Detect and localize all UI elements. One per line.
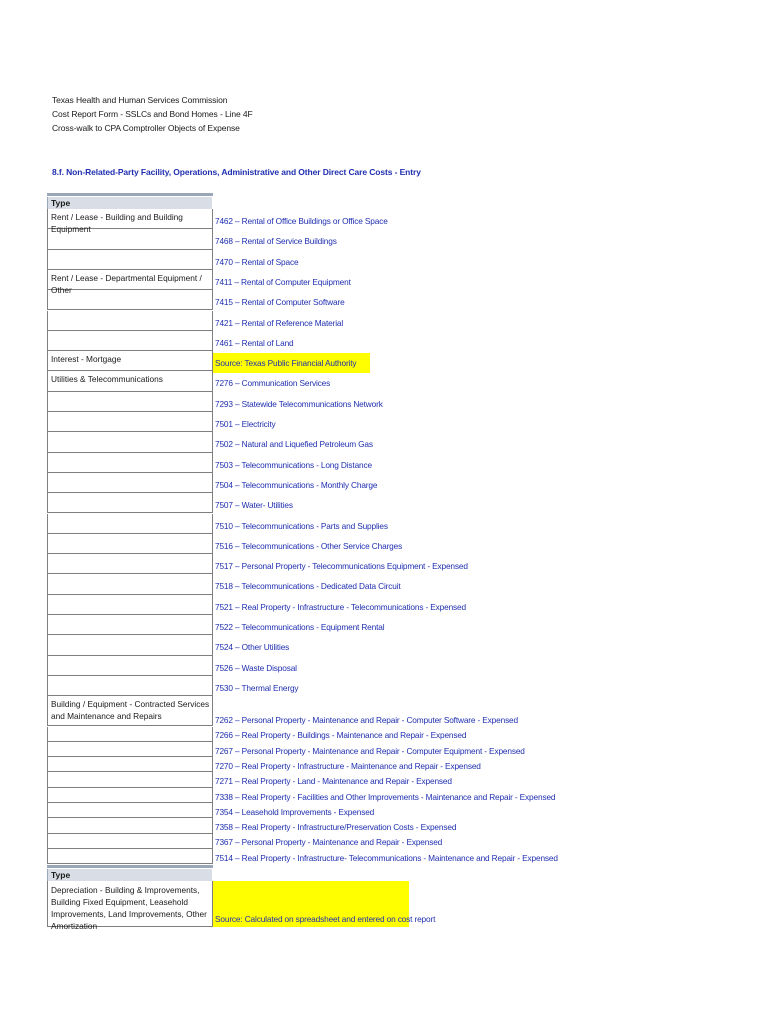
expense-object-entry: 7507 – Water- Utilities bbox=[215, 500, 293, 511]
expense-object-entry: 7518 – Telecommunications - Dedicated Data Circuit bbox=[215, 581, 401, 592]
type-row bbox=[47, 453, 213, 473]
maintenance-object-entry: 7266 – Real Property - Buildings - Maintenance and Repair - Expensed bbox=[215, 730, 467, 741]
type-row: Utilities & Telecommunications bbox=[47, 371, 213, 391]
depreciation-source: Source: Calculated on spreadsheet and entered on cost report bbox=[215, 914, 436, 924]
type-row bbox=[47, 331, 213, 351]
type-row bbox=[47, 392, 213, 412]
expense-object-entry: 7276 – Communication Services bbox=[215, 378, 331, 389]
expense-object-entry: 7293 – Statewide Telecommunications Network bbox=[215, 398, 383, 409]
type-row-empty bbox=[47, 772, 213, 787]
expense-object-entry: 7462 – Rental of Office Buildings or Office Space bbox=[215, 216, 388, 226]
type-row bbox=[47, 473, 213, 493]
type-row bbox=[47, 311, 213, 331]
maintenance-object-entry: 7338 – Real Property - Facilities and Other Improvements - Maintenance and Repair - Expensed bbox=[215, 791, 556, 802]
expense-object-entry: 7501 – Electricity bbox=[215, 419, 276, 429]
expense-object-entry: 7524 – Other Utilities bbox=[215, 642, 290, 653]
type-header-bar bbox=[47, 193, 213, 196]
type-row: Rent / Lease - Departmental Equipment / Other bbox=[47, 270, 213, 290]
type-row bbox=[47, 574, 213, 594]
expense-object-entry: 7517 – Personal Property - Telecommunications Equipment - Expensed bbox=[215, 561, 468, 572]
expense-object-entry: 7503 – Telecommunications - Long Distance bbox=[215, 459, 372, 470]
expense-object-entry: 7510 – Telecommunications - Parts and Supplies bbox=[215, 520, 388, 531]
expense-object-entry: 7521 – Real Property - Infrastructure - Telecommunications - Expensed bbox=[215, 601, 466, 612]
maintenance-object-entry: 7271 – Real Property - Land - Maintenance and Repair - Expensed bbox=[215, 776, 452, 787]
type-row bbox=[47, 432, 213, 452]
maintenance-object-entry: 7262 – Personal Property - Maintenance and Repair - Computer Software - Expensed bbox=[215, 715, 518, 725]
maintenance-object-entry: 7358 – Real Property - Infrastructure/Preservation Costs - Expensed bbox=[215, 822, 457, 833]
type-row bbox=[47, 635, 213, 655]
type-row-empty bbox=[47, 803, 213, 818]
type-header: Type bbox=[47, 197, 212, 209]
maintenance-object-entry: 7267 – Personal Property - Maintenance and Repair - Computer Equipment - Expensed bbox=[215, 745, 525, 756]
type-row bbox=[47, 554, 213, 574]
maintenance-object-entry: 7367 – Personal Property - Maintenance and Repair - Expensed bbox=[215, 837, 443, 848]
expense-object-entry: 7461 – Rental of Land bbox=[215, 337, 294, 348]
type-row bbox=[47, 493, 213, 513]
type-row-empty bbox=[47, 818, 213, 833]
type-row bbox=[47, 615, 213, 635]
type-row bbox=[47, 290, 213, 310]
type-row bbox=[47, 656, 213, 676]
form-title: Cost Report Form - SSLCs and Bond Homes - Line 4F bbox=[52, 109, 253, 119]
agency-name: Texas Health and Human Services Commission bbox=[52, 95, 228, 105]
type-row bbox=[47, 412, 213, 432]
type-header-2: Type bbox=[47, 869, 212, 881]
type-header-bar-2 bbox=[47, 865, 213, 868]
type-row: Rent / Lease - Building and Building Equipment bbox=[47, 209, 213, 229]
type-row bbox=[47, 229, 213, 249]
section-title: 8.f. Non-Related-Party Facility, Operations, Administrative and Other Direct Care Costs - Entry bbox=[52, 167, 421, 177]
expense-object-entry: 7526 – Waste Disposal bbox=[215, 662, 297, 673]
expense-object-entry: 7415 – Rental of Computer Software bbox=[215, 297, 345, 308]
type-row-empty bbox=[47, 788, 213, 803]
expense-object-entry: 7522 – Telecommunications - Equipment Rental bbox=[215, 622, 385, 632]
depreciation-cell: Depreciation - Building & Improvements, Building Fixed Equipment, Leasehold Improvements, Land Improvements, Other Amortization bbox=[47, 881, 213, 927]
type-row bbox=[47, 250, 213, 270]
type-row bbox=[47, 514, 213, 534]
expense-object-entry: 7421 – Rental of Reference Material bbox=[215, 317, 344, 328]
type-row bbox=[47, 676, 213, 696]
expense-object-entry: 7470 – Rental of Space bbox=[215, 256, 299, 267]
type-row: Building / Equipment - Contracted Services and Maintenance and Repairs bbox=[47, 696, 213, 726]
type-row-empty bbox=[47, 727, 213, 742]
expense-object-entry: 7468 – Rental of Service Buildings bbox=[215, 236, 337, 247]
type-row-empty bbox=[47, 834, 213, 849]
crosswalk-title: Cross-walk to CPA Comptroller Objects of Expense bbox=[52, 123, 240, 133]
source-entry: Source: Texas Public Financial Authority bbox=[215, 358, 357, 369]
type-row: Interest - Mortgage bbox=[47, 351, 213, 371]
type-row-empty bbox=[47, 849, 213, 864]
expense-object-entry: 7502 – Natural and Liquefied Petroleum Gas bbox=[215, 439, 373, 450]
expense-object-entry: 7411 – Rental of Computer Equipment bbox=[215, 276, 351, 287]
type-row-empty bbox=[47, 757, 213, 772]
maintenance-object-entry: 7270 – Real Property - Infrastructure - Maintenance and Repair - Expensed bbox=[215, 760, 481, 771]
type-row-empty bbox=[47, 742, 213, 757]
expense-object-entry: 7530 – Thermal Energy bbox=[215, 682, 299, 693]
type-row bbox=[47, 534, 213, 554]
expense-object-entry: 7504 – Telecommunications - Monthly Charge bbox=[215, 479, 378, 490]
type-row bbox=[47, 595, 213, 615]
maintenance-object-entry: 7354 – Leasehold Improvements - Expensed bbox=[215, 806, 375, 817]
expense-object-entry: 7516 – Telecommunications - Other Service Charges bbox=[215, 540, 403, 551]
maintenance-object-entry: 7514 – Real Property - Infrastructure- Telecommunications - Maintenance and Repair - Expensed bbox=[215, 852, 558, 863]
